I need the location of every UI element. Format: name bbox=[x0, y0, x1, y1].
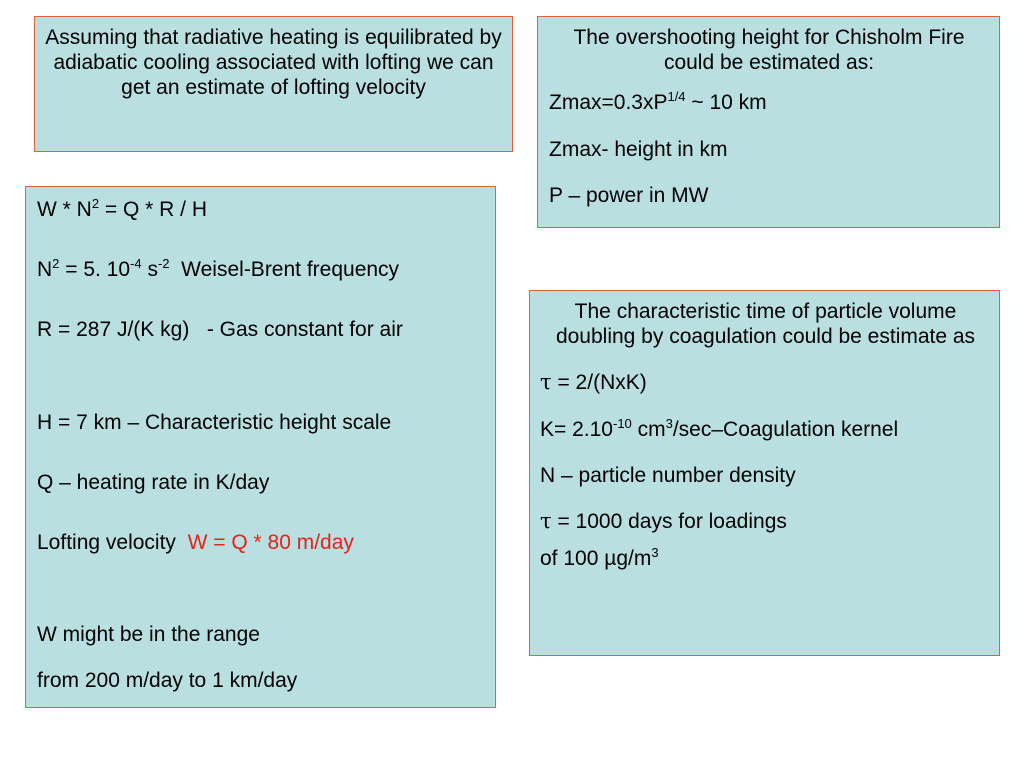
lofting-intro-box bbox=[34, 16, 513, 152]
heat-balance-equation: $W * N^2 = Q * R / H$ bbox=[37, 196, 208, 221]
power-definition: P – power in MW bbox=[549, 183, 709, 207]
gas-constant-line: R = 287 J/(K kg) - Gas constant for air bbox=[37, 318, 403, 342]
loading-line: of 100 $\mu g/m^3$ bbox=[540, 545, 659, 571]
brunt-frequency-line: $N^2 = 5$. $10^{-4}$ $s^{-2}$ Weisel-Brent frequency bbox=[37, 256, 400, 282]
zmax-formula: $Zmax=0.3xP^{1/4}$ ~ 10 km bbox=[549, 89, 767, 115]
overshooting-height-box bbox=[537, 16, 1000, 228]
heating-rate-line: Q – heating rate in K/day bbox=[37, 470, 270, 494]
zmax-definition: Zmax- height in km bbox=[549, 137, 728, 161]
overshoot-title: The overshooting height for Chisholm Fire could be estimated as: bbox=[573, 26, 965, 75]
lofting-intro-text: Assuming that radiative heating is equilibrated by adiabatic cooling associated with lofting we can get an estimate of lofting velocity bbox=[45, 26, 502, 100]
tau-result-line: τ = 1000 days for loadings bbox=[540, 508, 787, 533]
coagulation-box bbox=[529, 290, 1000, 656]
lofting-velocity-line: Lofting velocity W = Q * 80 m/day bbox=[37, 530, 354, 554]
coagulation-title: The characteristic time of particle volume doubling by coagulation could be estimate as bbox=[555, 300, 976, 349]
tau-equation: τ = 2/(NxK) bbox=[540, 370, 647, 395]
range-line-1: W might be in the range bbox=[37, 623, 260, 647]
height-scale-line: H = 7 km – Characteristic height scale bbox=[37, 410, 392, 434]
lofting-velocity-value: W = Q * 80 m/day bbox=[187, 530, 354, 554]
number-density-line: N – particle number density bbox=[540, 463, 796, 487]
lofting-formulas-box bbox=[25, 186, 496, 708]
range-line-2: from 200 m/day to 1 km/day bbox=[37, 669, 298, 693]
coagulation-kernel-line: $K= 2.10^{-10}$ $cm^3/\sec$–Coagulation kernel bbox=[540, 415, 899, 441]
